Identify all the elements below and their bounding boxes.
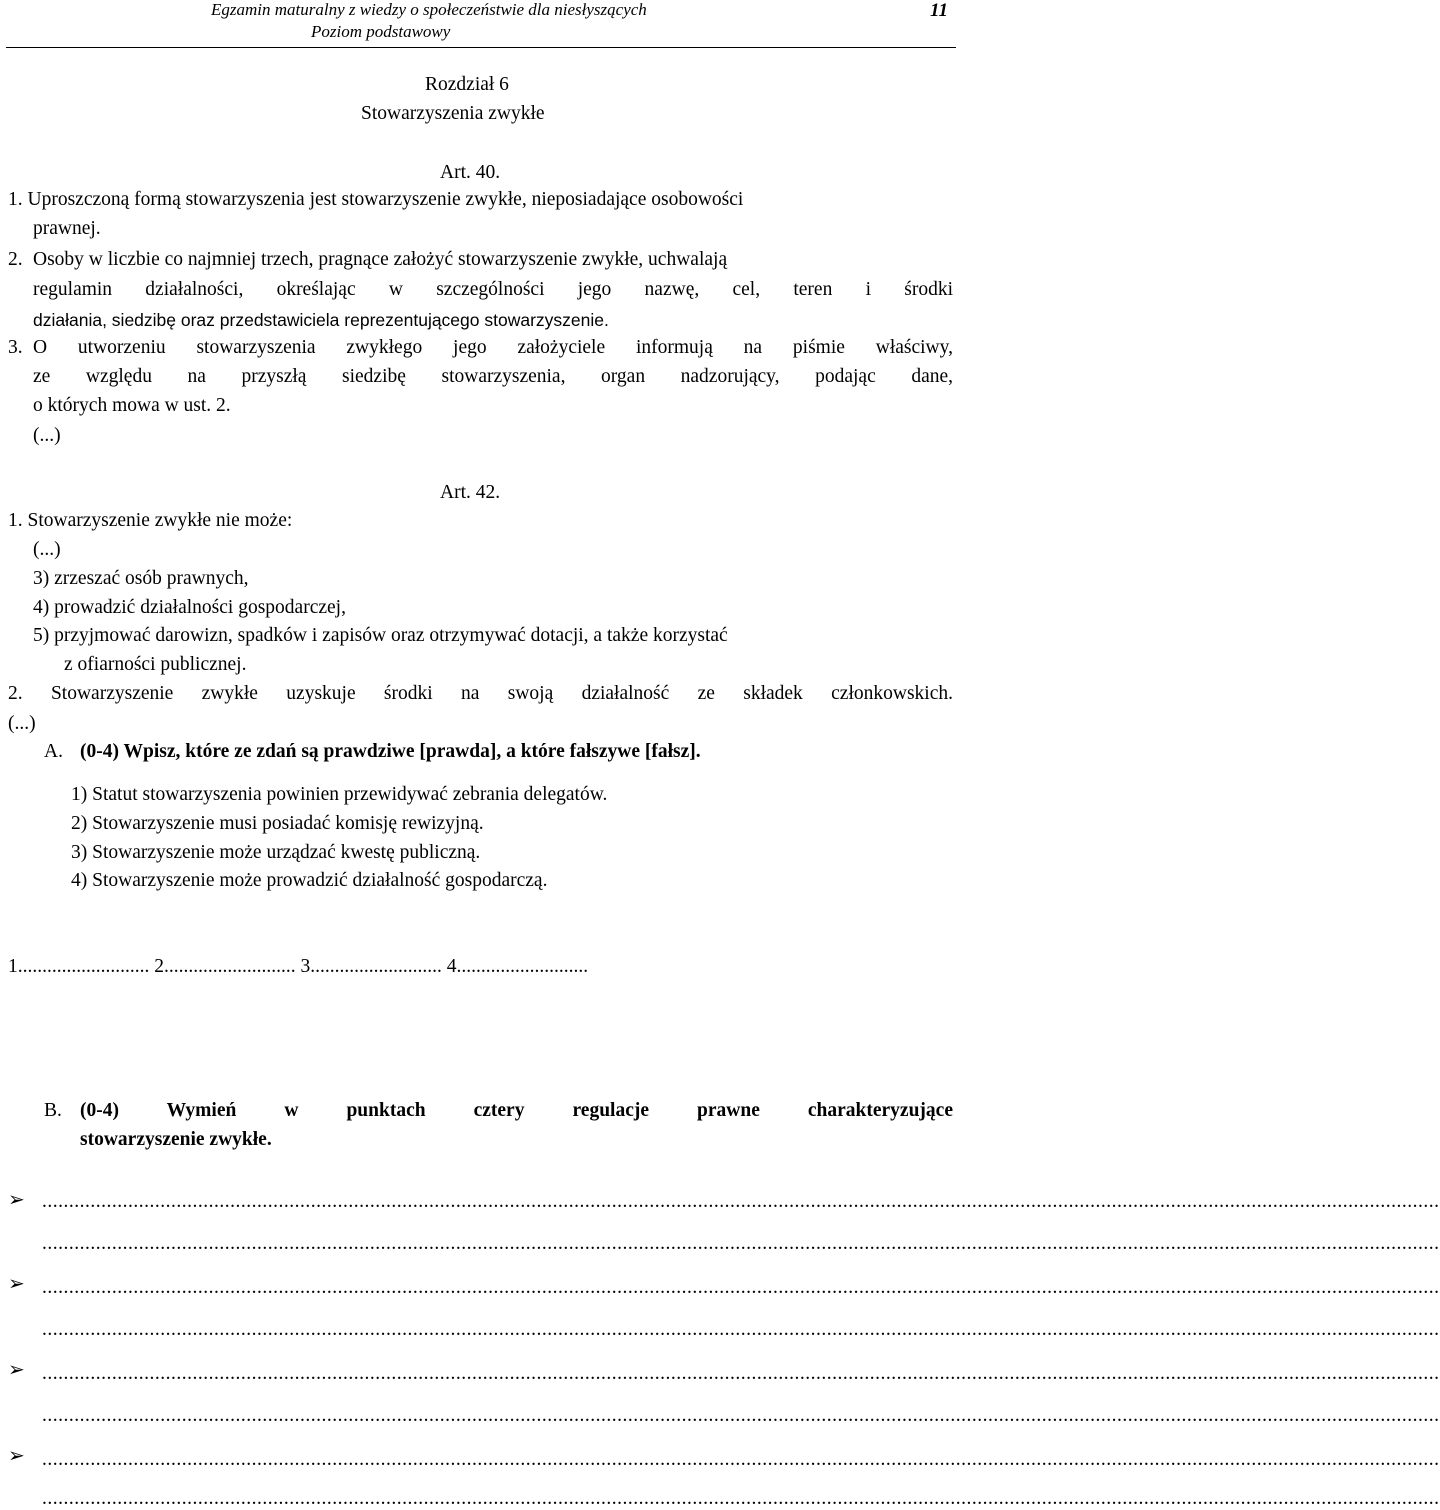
bullet-arrow-icon: ➢ bbox=[8, 1271, 25, 1295]
chapter-label: Rozdział 6 bbox=[425, 74, 509, 95]
task-a-letter: A. bbox=[44, 741, 63, 762]
art42-p2: 2. Stowarzyszenie zwykłe uzyskuje środki na swoją działalność ze składek członkowskich. bbox=[8, 683, 953, 704]
art42-heading: Art. 42. bbox=[440, 482, 501, 503]
art42-p1: 1. Stowarzyszenie zwykłe nie może: bbox=[8, 510, 293, 531]
answer-dots-line[interactable]: .................................................................................................................................................................................................................................................................... bbox=[42, 1319, 1440, 1340]
answer-dots-line[interactable]: .................................................................................................................................................................................................................................................................... bbox=[42, 1277, 1440, 1298]
answer-dots-line[interactable]: .................................................................................................................................................................................................................................................................... bbox=[42, 1488, 1440, 1509]
bullet-arrow-icon: ➢ bbox=[8, 1443, 25, 1467]
task-a-statement-1: 1) Statut stowarzyszenia powinien przewidywać zebrania delegatów. bbox=[71, 784, 608, 805]
art42-ellipsis2: (...) bbox=[8, 713, 36, 734]
art40-p1-line1: 1. Uproszczoną formą stowarzyszenia jest stowarzyszenie zwykłe, nieposiadające osobowości bbox=[8, 189, 744, 210]
art40-heading: Art. 40. bbox=[440, 162, 501, 183]
task-a-statement-3: 3) Stowarzyszenie może urządzać kwestę publiczną. bbox=[71, 842, 481, 863]
task-a-instruction: (0-4) Wpisz, które ze zdań są prawdziwe [prawda], a które fałszywe [fałsz]. bbox=[80, 741, 701, 762]
art40-p2-number: 2. bbox=[8, 249, 23, 270]
task-a-answer-line[interactable]: 1........................... 2........................... 3........................... 4........................... bbox=[8, 956, 589, 977]
art40-p3-line3: o których mowa w ust. 2. bbox=[33, 395, 231, 416]
art40-p3-number: 3. bbox=[8, 337, 23, 358]
header-title-line2: Poziom podstawowy bbox=[311, 22, 451, 41]
task-a-statement-2: 2) Stowarzyszenie musi posiadać komisję rewizyjną. bbox=[71, 813, 484, 834]
task-a-statement-4: 4) Stowarzyszenie może prowadzić działalność gospodarczą. bbox=[71, 870, 548, 891]
header-title-line1: Egzamin maturalny z wiedzy o społeczeństwie dla niesłyszących bbox=[211, 0, 647, 19]
answer-dots-line[interactable]: .................................................................................................................................................................................................................................................................... bbox=[42, 1233, 1440, 1254]
task-b-instruction-line2: stowarzyszenie zwykłe. bbox=[80, 1129, 272, 1150]
art40-p2-line3: działania, siedzibę oraz przedstawiciela reprezentującego stowarzyszenie. bbox=[33, 310, 609, 330]
art42-item5-line1: 5) przyjmować darowizn, spadków i zapisów oraz otrzymywać dotacji, a także korzystać bbox=[33, 625, 728, 646]
chapter-title: Stowarzyszenia zwykłe bbox=[361, 103, 545, 124]
art42-item5-line2: z ofiarności publicznej. bbox=[64, 654, 247, 675]
art42-ellipsis1: (...) bbox=[33, 539, 61, 560]
answer-dots-line[interactable]: .................................................................................................................................................................................................................................................................... bbox=[42, 1191, 1440, 1212]
art40-p1-line2: prawnej. bbox=[33, 218, 101, 239]
bullet-arrow-icon: ➢ bbox=[8, 1187, 25, 1211]
art42-item3: 3) zrzeszać osób prawnych, bbox=[33, 568, 249, 589]
art40-p3-line1: O utworzeniu stowarzyszenia zwykłego jego założyciele informują na piśmie właściwy, bbox=[33, 337, 953, 358]
answer-dots-line[interactable]: .................................................................................................................................................................................................................................................................... bbox=[42, 1405, 1440, 1426]
art40-p2-line1: Osoby w liczbie co najmniej trzech, pragnące założyć stowarzyszenie zwykłe, uchwalają bbox=[33, 249, 728, 270]
task-b-instruction-line1: (0-4) Wymień w punktach cztery regulacje prawne charakteryzujące bbox=[80, 1100, 953, 1121]
page-number: 11 bbox=[930, 0, 948, 21]
header-rule bbox=[6, 47, 956, 48]
bullet-arrow-icon: ➢ bbox=[8, 1357, 25, 1381]
task-b-letter: B. bbox=[44, 1100, 62, 1121]
answer-dots-line[interactable]: .................................................................................................................................................................................................................................................................... bbox=[42, 1363, 1440, 1384]
answer-dots-line[interactable]: .................................................................................................................................................................................................................................................................... bbox=[42, 1449, 1440, 1470]
art40-p3-line2: ze względu na przyszłą siedzibę stowarzyszenia, organ nadzorujący, podając dane, bbox=[33, 366, 953, 387]
art40-p2-line2: regulamin działalności, określając w szczególności jego nazwę, cel, teren i środki bbox=[33, 279, 953, 300]
art42-item4: 4) prowadzić działalności gospodarczej, bbox=[33, 597, 346, 618]
art40-ellipsis: (...) bbox=[33, 425, 61, 446]
